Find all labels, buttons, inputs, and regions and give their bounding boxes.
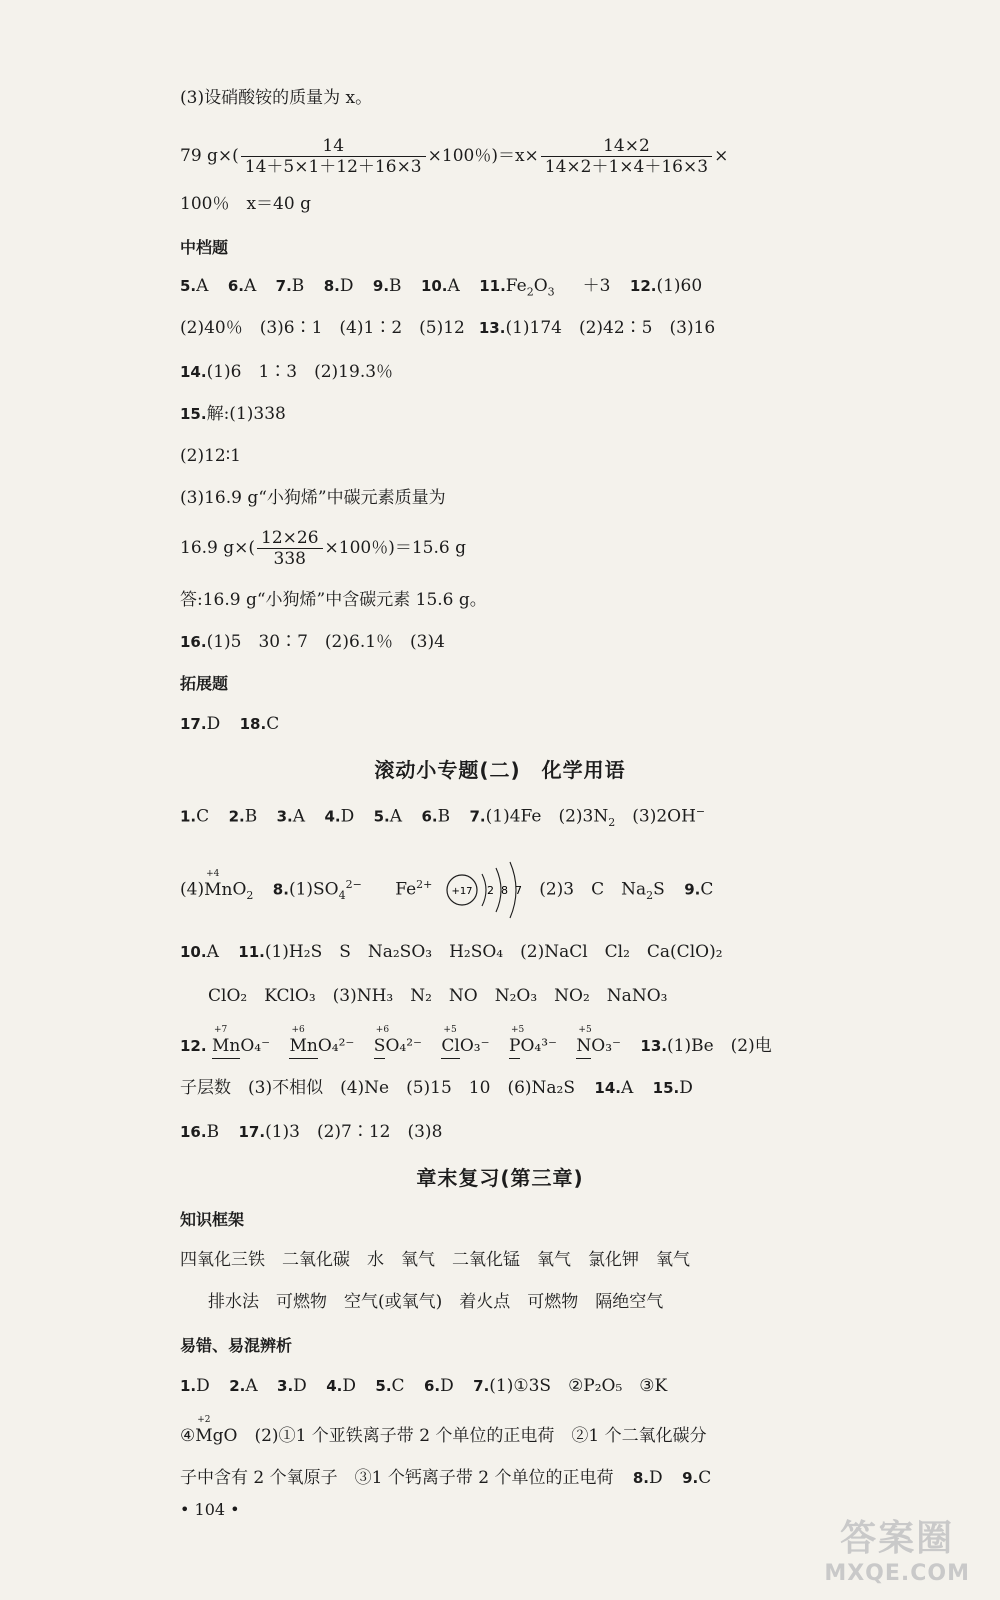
line-answer-16: 16.(1)5 30∶7 (2)6.1％ (3)4 (180, 632, 445, 652)
section-title-chapter-review: 章末复习(第三章) (416, 1166, 584, 1190)
line-answers-17-18: 17.D 18.C (180, 714, 280, 734)
line-terms-10-11: 10.A 11.(1)H₂S S Na₂SO₃ H₂SO₄ (2)NaCl Cl₂ Ca(ClO)₂ (180, 942, 723, 962)
line-answers-5-12: 5.A 6.A 7.B 8.D 9.B 10.A $11.Fe_2O_3 +3$ 12.(1)60 (180, 276, 703, 299)
section-heading-errors: 易错、易混辨析 (180, 1336, 293, 1355)
fraction-1: $\frac{14}{14+5\times 1+12+16\times 3}$ (241, 136, 426, 177)
shell-electrons-1: 2 (486, 884, 494, 897)
eq-post: × (714, 146, 729, 166)
line-errors-8-9: 子中含有 2 个氧原子 ③1 个钙离子带 2 个单位的正电荷 8.D 9.C (180, 1468, 712, 1488)
nucleus-charge: +17 (451, 886, 473, 897)
valence-mn: +4 Mn (204, 868, 233, 900)
line-answer-15: 15.解:(1)338 (180, 404, 286, 424)
line-carbon-mass-equation: 16.9 g×( $\frac{12\times 26}{338}$ ×100％)＝15.6 g (180, 528, 466, 569)
line-terms-13-15: 子层数 (3)不相似 (4)Ne (5)15 10 (6)Na₂S 14.A 15.D (180, 1078, 693, 1098)
line-terms-4-9: (4) +4 MnO$_2$ $8.(1)SO_4^{2-}$ $Fe^{2+}$ +17 2 8 7 (2)3 C $Na_2S$ 9.C (180, 860, 713, 920)
shell-electrons-2: 8 (500, 884, 508, 897)
line-errors-1-7: 1.D 2.A 3.D 4.D 5.C 6.D 7.(1)①3S ②P₂O₅ ③K (180, 1376, 668, 1396)
section-title-chemical-terms: 滚动小专题(二) 化学用语 (374, 758, 626, 782)
line-answers-12-13: (2)40％ (3)6∶1 (4)1∶2 (5)12 13.(1)174 (2)42∶5 (3)16 (180, 318, 716, 338)
line-terms-12-13: 12. +7 MnO₄⁻ +6 MnO₄²⁻ +6 SO₄²⁻ +5 ClO₃⁻ +5 PO₄³⁻ +5 NO₃⁻ 13.(1)Be (2)电 (180, 1034, 772, 1059)
watermark-logo: 答案圈 MXQE.COM (824, 1518, 970, 1586)
line-terms-16-17: 16.B 17.(1)3 (2)7∶12 (3)8 (180, 1122, 443, 1142)
line-terms-11-cont: ClO₂ KClO₃ (3)NH₃ N₂ NO N₂O₃ NO₂ NaNO₃ (208, 986, 668, 1006)
line-15-part2: (2)12∶1 (180, 446, 241, 466)
line-knowledge-2: 排水法 可燃物 空气(或氧气) 着火点 可燃物 隔绝空气 (208, 1292, 664, 1312)
eq-pre: 79 g×( (180, 146, 239, 166)
line-errors-7-cont: ④ +2 MgO (2)①1 个亚铁离子带 2 个单位的正电荷 ②1 个二氧化碳分 (180, 1415, 707, 1446)
section-heading-knowledge-frame: 知识框架 (180, 1210, 245, 1229)
line-15-part3: (3)16.9 g“小狗烯”中碳元素质量为 (180, 488, 446, 508)
line-knowledge-1: 四氧化三铁 二氧化碳 水 氧气 二氧化锰 氧气 氯化钾 氧气 (180, 1250, 690, 1270)
section-heading-extension: 拓展题 (180, 674, 229, 693)
chlorine-atom-structure-diagram (444, 860, 528, 920)
line-fraction-equation (180, 136, 728, 177)
section-heading-mid: 中档题 (180, 238, 229, 257)
line-terms-1-7: 1.C 2.B 3.A 4.D 5.A 6.B 7.(1)4Fe $(2)3N_2$ (3)2OH− (180, 805, 706, 830)
shell-electrons-3: 7 (514, 884, 522, 897)
line-nh4no3-setup: (3)设硝酸铵的质量为 x。 (180, 88, 373, 108)
fraction-3: $\frac{12\times 26}{338}$ (257, 528, 323, 569)
line-result: 100％ x＝40 g (180, 194, 311, 214)
fraction-2: $\frac{14\times 2}{14\times 2+1\times 4+16\times 3}$ (541, 136, 712, 177)
line-15-answer: 答:16.9 g“小狗烯”中含碳元素 15.6 g。 (180, 590, 487, 610)
line-answer-14: 14.(1)6 1∶3 (2)19.3％ (180, 362, 394, 382)
valence-mg: +2 Mg (195, 1415, 224, 1446)
electron-shell-1 (482, 874, 486, 906)
eq-mid: ×100％)＝x× (427, 146, 539, 166)
page-number: • 104 • (180, 1500, 240, 1519)
